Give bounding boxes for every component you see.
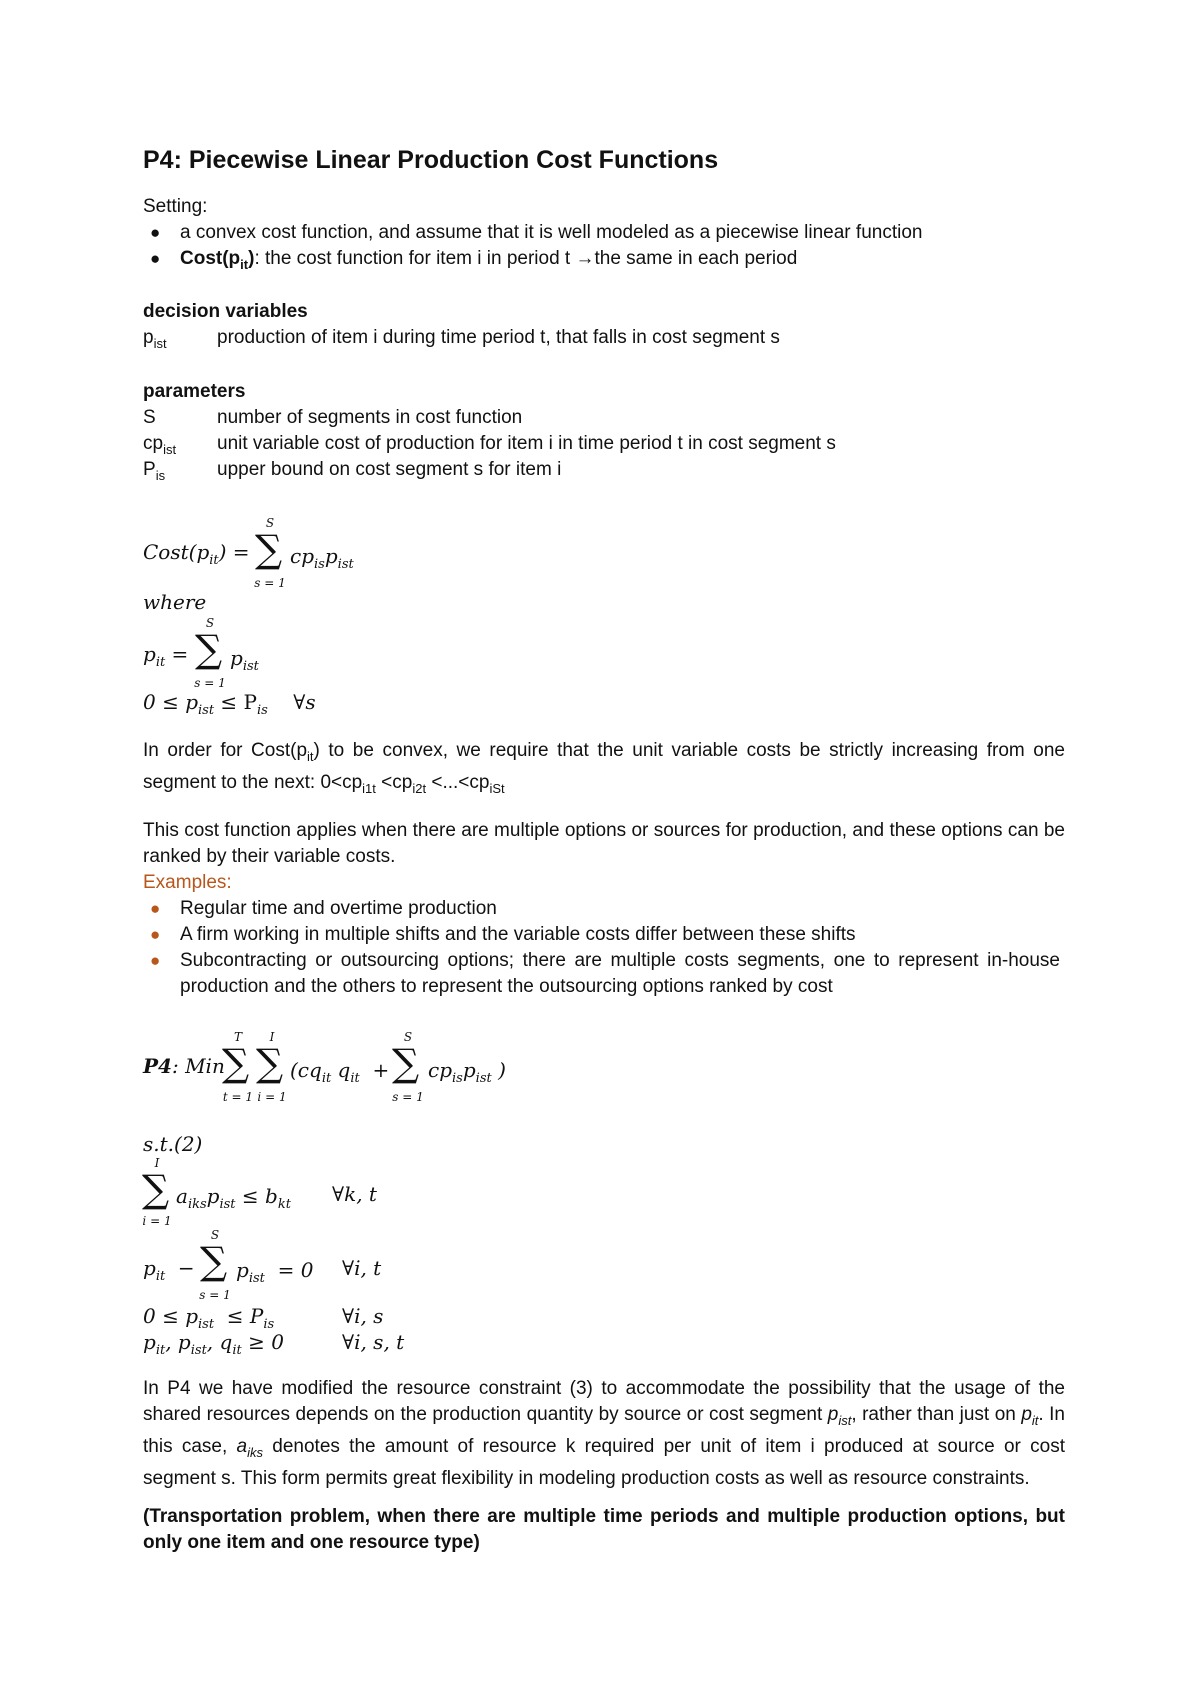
setting-heading: Setting: (143, 196, 208, 217)
sigma-symbol: ∑ (142, 1167, 170, 1211)
objective-second-term: $cp_{is}p_{ist}$ ) (428, 1058, 506, 1086)
parameters-heading: parameters (143, 381, 246, 402)
sum-upper-limit: S (265, 516, 275, 530)
sigma-symbol: ∑ (195, 627, 223, 671)
constraint-expr: $a_{iks}p_{ist} \le b_{kt}$ (176, 1184, 291, 1212)
constraint-upper-bound: $0 \le p_{ist} \le P_{is}$ (143, 1304, 275, 1332)
parameter-symbol: S (143, 407, 156, 428)
cost-rhs: $cp_{is}p_{ist}$ (290, 544, 354, 572)
variable-desc: production of item i during time period t, that falls in cost segment s (217, 327, 780, 348)
parameter-desc: number of segments in cost function (217, 407, 523, 428)
transportation-note: (Transportation problem, when there are multiple time periods and multiple production options, but only one item and one resource type) (143, 1506, 1065, 1553)
constraint-quantifier: ∀i, t (342, 1256, 382, 1280)
cost-label: $Cost(p_{it})$ (180, 248, 255, 272)
sigma-symbol: ∑ (256, 1041, 284, 1085)
sigma-symbol: ∑ (222, 1041, 250, 1085)
bullet-icon: ● (150, 223, 161, 242)
parameter-symbol: $cp_{ist}$ (143, 433, 177, 457)
sum-upper-limit: I (269, 1030, 275, 1044)
constraint-expr-rhs: $p_{ist} = 0$ (236, 1258, 314, 1286)
decision-variables-heading: decision variables (143, 301, 308, 322)
example-bullet-3: ● Subcontracting or outsourcing options; there are multiple costs segments, one to represent in-house production and the others to represent the outsourcing options ranked by cost (150, 950, 1060, 997)
page-title: P4: Piecewise Linear Production Cost Functions (143, 146, 719, 174)
objective-first-term: ($cq_{it}$ $q_{it}$ + (290, 1058, 390, 1086)
bullet-icon: ● (150, 899, 161, 918)
sum-upper-limit: S (210, 1228, 220, 1242)
bullet-icon: ● (150, 925, 161, 944)
bound-formula: $0 \le p_{ist} \le P_{is}$ ∀s (143, 690, 316, 718)
parameter-row (143, 457, 561, 489)
sum-lower-limit: t = 1 (222, 1090, 254, 1104)
variable-symbol: $p_{ist}$ (143, 327, 167, 351)
constraint-expr-lhs: $p_{it}$ − (143, 1256, 195, 1284)
setting-bullet-2: ● $Cost(p_{it})$: the cost function for item i in period t →the same in each period (150, 248, 798, 272)
sum-lower-limit: s = 1 (392, 1090, 424, 1104)
parameter-desc: unit variable cost of production for item i in time period t in cost segment s (217, 433, 836, 454)
setting-bullet-1: ● a convex cost function, and assume that it is well modeled as a piecewise linear function (150, 220, 922, 246)
sum-upper-limit: S (205, 616, 215, 630)
bullet-icon: ● (150, 951, 161, 970)
parameter-symbol: $P_{is}$ (143, 459, 166, 483)
parameter-row (143, 405, 522, 431)
st-label: s.t.(2) (143, 1132, 203, 1156)
parameter-desc: upper bound on cost segment s for item i (217, 459, 562, 480)
sum-upper-limit: S (403, 1030, 413, 1044)
applies-paragraph: This cost function applies when there are multiple options or sources for production, and these options can be ranked by their variable costs. (143, 820, 1065, 867)
sum-lower-limit: s = 1 (254, 576, 286, 590)
bullet-icon: ● (150, 249, 161, 268)
constraint-quantifier: ∀i, s, t (342, 1330, 405, 1354)
sigma-symbol: ∑ (392, 1041, 420, 1085)
sum-upper-limit: T (233, 1030, 242, 1044)
constraint-quantifier: ∀k, t (332, 1182, 377, 1206)
example-bullet-2: ● A firm working in multiple shifts and the variable costs differ between these shifts (150, 922, 856, 948)
sum-upper-limit: I (154, 1156, 160, 1170)
sigma-symbol: ∑ (255, 527, 283, 571)
examples-heading: Examples: (143, 872, 232, 893)
constraint-quantifier: ∀i, s (342, 1304, 384, 1328)
sigma-symbol: ∑ (200, 1239, 228, 1283)
example-bullet-1: ● Regular time and overtime production (150, 896, 497, 922)
pit-rhs: $p_{ist}$ (230, 646, 259, 674)
where-label: where (143, 590, 207, 614)
pit-lhs: $p_{it}$ = (143, 642, 189, 670)
sum-lower-limit: s = 1 (194, 676, 226, 690)
constraint-nonnegativity: $p_{it}$, $p_{ist}$, $q_{it} \ge 0$ (143, 1330, 284, 1358)
objective-label: P4: Min (143, 1054, 225, 1078)
decision-variable-row (143, 325, 780, 357)
convex-paragraph: In order for $Cost(p_{it})$ to be convex, we require that the unit variable costs be strictly increasing from one segment to the next: $0<cp_{i1t} <cp_{i2t} <...<cp_{iSt}$ (143, 740, 1065, 796)
p4-paragraph: In P4 we have modified the resource constraint (3) to accommodate the possibility that the usage of the shared resources depends on the production quantity by source or cost segment $p_{ist}$, rather than just on $p_{it}$. In this case, $a_{iks}$ denotes the amount of resource k required per unit of item i produced at source or cost segment s. This form permits great flexibility in modeling production costs as well as resource constraints. (143, 1378, 1066, 1489)
sum-lower-limit: i = 1 (142, 1214, 172, 1228)
cost-desc: : the cost function for item i in period t (254, 248, 576, 269)
sum-lower-limit: i = 1 (257, 1090, 287, 1104)
arrow-right-icon: → (575, 248, 595, 269)
sum-lower-limit: s = 1 (199, 1288, 231, 1302)
cost-lhs: $Cost(p_{it})$ = (143, 540, 250, 568)
